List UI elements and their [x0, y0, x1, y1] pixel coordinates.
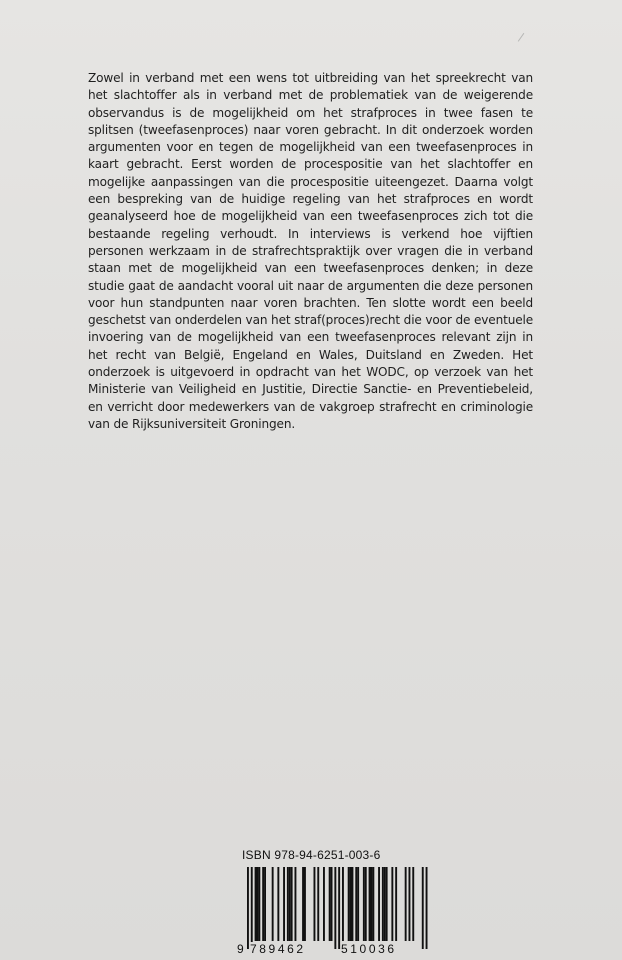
barcode-bar [331, 867, 333, 941]
barcode-bar [257, 867, 259, 941]
isbn-label: ISBN 978-94-6251-003-6 [242, 848, 381, 862]
barcode-bar [255, 867, 257, 941]
barcode-bar [287, 867, 289, 941]
barcode-bar [426, 867, 428, 949]
barcode-bar [365, 867, 367, 941]
barcode-bar [372, 867, 374, 941]
barcode-bar [264, 867, 266, 941]
scuff-mark [518, 33, 529, 45]
barcode-bars [236, 867, 436, 953]
barcode-bar [384, 867, 386, 941]
barcode-bar [329, 867, 331, 941]
barcode-bar [277, 867, 279, 941]
barcode-bar [369, 867, 371, 941]
barcode-bar [251, 867, 253, 949]
barcode-bar [302, 867, 304, 941]
barcode-bar [422, 867, 424, 949]
barcode-bar [304, 867, 306, 941]
barcode-bar [363, 867, 365, 941]
back-cover-blurb: Zowel in verband met een wens tot uitbreiding van het spreekrecht van het slachtoffer als in verband met de problematiek van de weigerende observandus is de mogelijkheid om het strafproces in twee fasen te splitsen (tweefasenproces) naar voren gebracht. In dit onderzoek worden argumenten voor en tegen de mogelijkheid van een tweefasenproces in kaart gebracht. Eerst worden de procespositie van het slachtoffer en mogelijke aanpassingen van die procespositie uiteengezet. Daarna volgt een bespreking van de huidige regeling van het strafproces en wordt geanalyseerd hoe de mogelijkheid van een tweefasenproces zich tot die bestaande regeling verhoudt. In interviews is verkend hoe vijftien personen werkzaam in de strafrechtspraktijk over vragen die in verband staan met de mogelijkheid van een tweefasenproces denken; in deze studie gaat de aandacht vooral uit naar de argumenten die deze personen voor hun standpunten naar voren brachten. Ten slotte wordt een beeld geschetst van onderdelen van het straf(proces)recht die voor de eventuele invoering van de mogelijkheid van een tweefasenproces relevant zijn in het recht van België, Engeland en Wales, Duitsland en Zweden. Het onderzoek is uitgevoerd in opdracht van het WODC, op verzoek van het Ministerie van Veiligheid en Justitie, Directie Sanctie- en Preventiebeleid, en verricht door medewerkers van de vakgroep strafrecht en criminologie van de Rijksuniversiteit Groningen. [88, 71, 533, 431]
barcode-bar [371, 867, 373, 941]
barcode-bar [395, 867, 397, 941]
barcode-bar [262, 867, 264, 941]
barcode-bar [382, 867, 384, 941]
barcode-digits-left: 789462 [250, 942, 306, 956]
barcode-bar [391, 867, 393, 941]
barcode-bar [386, 867, 388, 941]
barcode-bar [409, 867, 411, 941]
barcode-bar [314, 867, 316, 941]
barcode-bar [323, 867, 325, 941]
barcode-bar [342, 867, 344, 941]
barcode-bar [291, 867, 293, 941]
barcode-bar [348, 867, 350, 941]
isbn-barcode [236, 848, 536, 960]
barcode-bar [378, 867, 380, 941]
barcode-digits-right: 510036 [341, 942, 397, 956]
barcode-bar [295, 867, 297, 941]
barcode-bar [289, 867, 291, 941]
barcode-bar [352, 867, 354, 941]
barcode-bar [412, 867, 414, 941]
barcode-bar [350, 867, 352, 941]
barcode-bar [283, 867, 285, 941]
barcode-bar [405, 867, 407, 941]
barcode-bar [272, 867, 274, 941]
barcode-bar [247, 867, 249, 949]
barcode-bar [338, 867, 340, 949]
barcode-bar [334, 867, 336, 949]
barcode-bar [357, 867, 359, 941]
barcode-bar [317, 867, 319, 941]
barcode-digit-first: 9 [237, 942, 244, 956]
barcode-bar [355, 867, 357, 941]
barcode-bar [258, 867, 260, 941]
